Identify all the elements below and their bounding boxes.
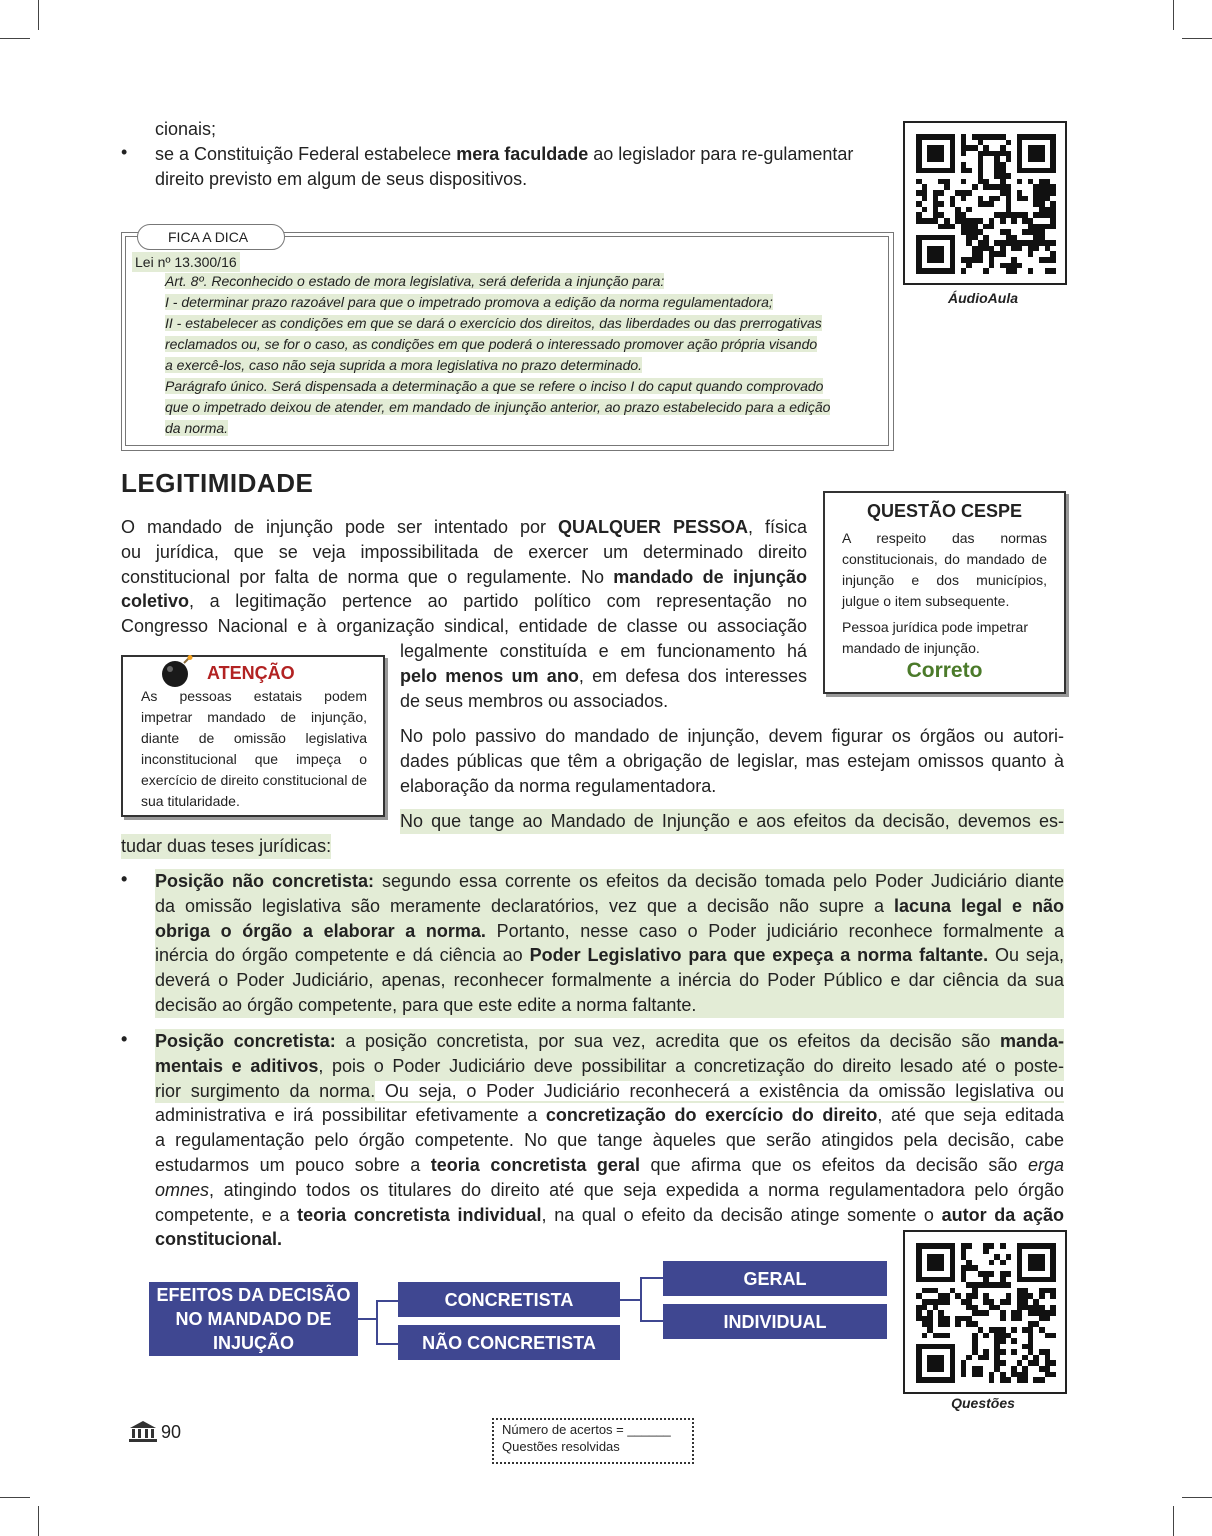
- qr-code-questoes[interactable]: [903, 1230, 1067, 1394]
- cespe-statement: Pessoa jurídica pode impetrar mandado de injunção.: [842, 619, 1028, 656]
- bullet-text-line: direito previsto em algum de seus dispositivos.: [155, 169, 528, 189]
- diagram-geral: GERAL: [663, 1261, 887, 1296]
- tip-line: que o impetrado deixou de atender, em mandado de injunção anterior, ao prazo estabelecido para a edição: [165, 399, 831, 415]
- qr-code-icon: [916, 134, 1056, 274]
- paragraph-legitimidade: O mandado de injunção pode ser intentado por QUALQUER PESSOA, física ou jurídica, que se veja impossibilitada de exercer um determinado direito constitucional por falta de norma que o regulamente. No mandado de injunção coletivo, a legitimação pertence ao partido político com representação no Congresso Nacional e à organização sindical, entidade de classe ou associação: [121, 517, 807, 637]
- tip-law-title: Lei nº 13.300/16: [132, 252, 240, 272]
- tip-line: a exercê-los, caso não seja suprida a mora legislativa no prazo determinado.: [165, 357, 643, 373]
- connector: [620, 1299, 640, 1301]
- building-icon: [128, 1420, 158, 1442]
- qr-module: [1050, 1377, 1056, 1383]
- crop-mark: [1182, 38, 1212, 39]
- diagram-concretista: CONCRETISTA: [398, 1282, 620, 1317]
- score-resolvidas: Questões resolvidas: [502, 1439, 620, 1454]
- paragraph-legitimidade-cont: legalmente constituída e em funcionamento há pelo menos um ano, em defesa dos interesses de seus membros ou associados.: [400, 641, 807, 711]
- crop-mark: [0, 38, 30, 39]
- paragraph-teses-line1: No que tange ao Mandado de Injunção e aos efeitos da decisão, devemos es-: [400, 809, 1064, 834]
- paragraph-polo-passivo: No polo passivo do mandado de injunção, devem figurar os órgãos ou autori- dades públicas que têm a obrigação de legislar, mas estejam omissos quanto à elaboração da norma regulamentadora.: [400, 726, 1064, 796]
- paragraph-teses-line2: tudar duas teses jurídicas:: [121, 834, 331, 859]
- connector: [640, 1320, 663, 1322]
- tip-line: II - estabelecer as condições em que se dará o exercício dos direitos, das liberdades ou das prerrogativas: [165, 315, 822, 331]
- section-heading: LEGITIMIDADE: [121, 468, 314, 498]
- diagram-root: EFEITOS DA DECISÃO NO MANDADO DE INJUÇÃO: [149, 1282, 358, 1356]
- score-acertos: Número de acertos = ______: [502, 1422, 671, 1437]
- bullet-dot: •: [121, 142, 128, 162]
- bullet-dot: •: [121, 869, 128, 889]
- qr-code-audio[interactable]: [903, 121, 1067, 285]
- crop-mark: [38, 1506, 39, 1536]
- bullet-text: se a Constituição Federal estabelece mera faculdade ao legislador para re-gulamentar: [155, 144, 854, 164]
- bullet-dot: •: [121, 1029, 128, 1049]
- connector: [376, 1300, 398, 1302]
- bomb-icon: [160, 655, 194, 689]
- tip-line: da norma.: [165, 420, 229, 436]
- tip-line: reclamados ou, se for o caso, as condições em que poderá o interessado promover ação própria visando: [165, 336, 818, 352]
- tip-line: Parágrafo único. Será dispensada a determinação a que se refere o inciso I do caput quando comprovado: [165, 378, 824, 394]
- cespe-box: [823, 491, 1066, 694]
- tip-tab: FICA A DICA: [137, 224, 285, 250]
- score-box: [492, 1418, 694, 1464]
- crop-mark: [1173, 1506, 1174, 1536]
- text-line: cionais;: [155, 119, 217, 139]
- crop-mark: [1182, 1497, 1212, 1498]
- bullet-concretista: Posição concretista: a posição concretista, por sua vez, acredita que os efeitos da decisão são manda- mentais e aditivos, pois o Poder Judiciário deve possibilitar a concretização do direito lesado até o poste- rior surgimento da norma. Ou seja, o Poder Judiciário reconhecerá a existência da omissão legislativa ou administrativa e irá possibilitar efetivamente a concretização do exercício do direito, até que seja editada a regulamentação pelo órgão competente. No que tange àqueles que serão atingidos pela decisão, cabe estudarmos um pouco sobre a teoria concretista geral que afirma que os efeitos da decisão são erga omnes, atingindo todos os titulares do direito até que seja expedida a norma regulamentadora pelo órgão competente, e a teoria concretista individual, na qual o efeito da decisão atinge somente o autor da ação constitucional.: [155, 1031, 1065, 1250]
- qr-caption-audio: ÁudioAula: [948, 290, 1018, 306]
- tip-law-text: [165, 271, 881, 439]
- qr-caption-questoes: Questões: [951, 1395, 1015, 1411]
- cespe-title: QUESTÃO CESPE: [866, 501, 1023, 521]
- connector: [358, 1318, 376, 1320]
- atencao-box: [121, 655, 385, 817]
- crop-mark: [0, 1497, 30, 1498]
- cespe-text: A respeito das normas constitucionais, do mandado de injunção e dos municípios, julgue o item subsequente.: [842, 530, 1047, 609]
- crop-mark: [38, 0, 39, 30]
- tip-line: I - determinar prazo razoável para que o impetrado promova a edição da norma regulamentadora;: [165, 294, 773, 310]
- page-number: 90: [161, 1422, 182, 1442]
- qr-module: [1050, 268, 1056, 274]
- bullet-nao-concretista: Posição não concretista: segundo essa corrente os efeitos da decisão tomada pelo Poder Judiciário diante da omissão legislativa são meramente declaratórios, vez que a decisão não supre a lacuna legal e não obriga o órgão a elaborar a norma. Portanto, nesse caso o Poder judiciário reconhece formalmente a inércia do órgão competente e dá ciência ao Poder Legislativo para que expeça a norma faltante. Ou seja, deverá o Poder Judiciário, apenas, reconhecer formalmente a inércia do Poder Público e dar ciência da sua decisão ao órgão competente, para que este edite a norma faltante.: [155, 869, 1064, 1018]
- diagram-nao-concretista: NÃO CONCRETISTA: [398, 1325, 620, 1360]
- connector: [376, 1300, 378, 1344]
- connector: [640, 1277, 642, 1322]
- diagram-individual: INDIVIDUAL: [663, 1304, 887, 1339]
- atencao-text: As pessoas estatais podem impetrar mandado de injunção, diante de omissão legislativa inconstitucional que impeça o exercício de direito constitucional de sua titularidade.: [141, 688, 367, 809]
- tip-line: Art. 8º. Reconhecido o estado de mora legislativa, será deferida a injunção para:: [165, 273, 665, 289]
- connector: [640, 1277, 663, 1279]
- atencao-title: ATENÇÃO: [207, 663, 295, 683]
- qr-code-icon: [916, 1243, 1056, 1383]
- connector: [376, 1343, 398, 1345]
- crop-mark: [1173, 0, 1174, 30]
- cespe-answer: Correto: [906, 659, 983, 682]
